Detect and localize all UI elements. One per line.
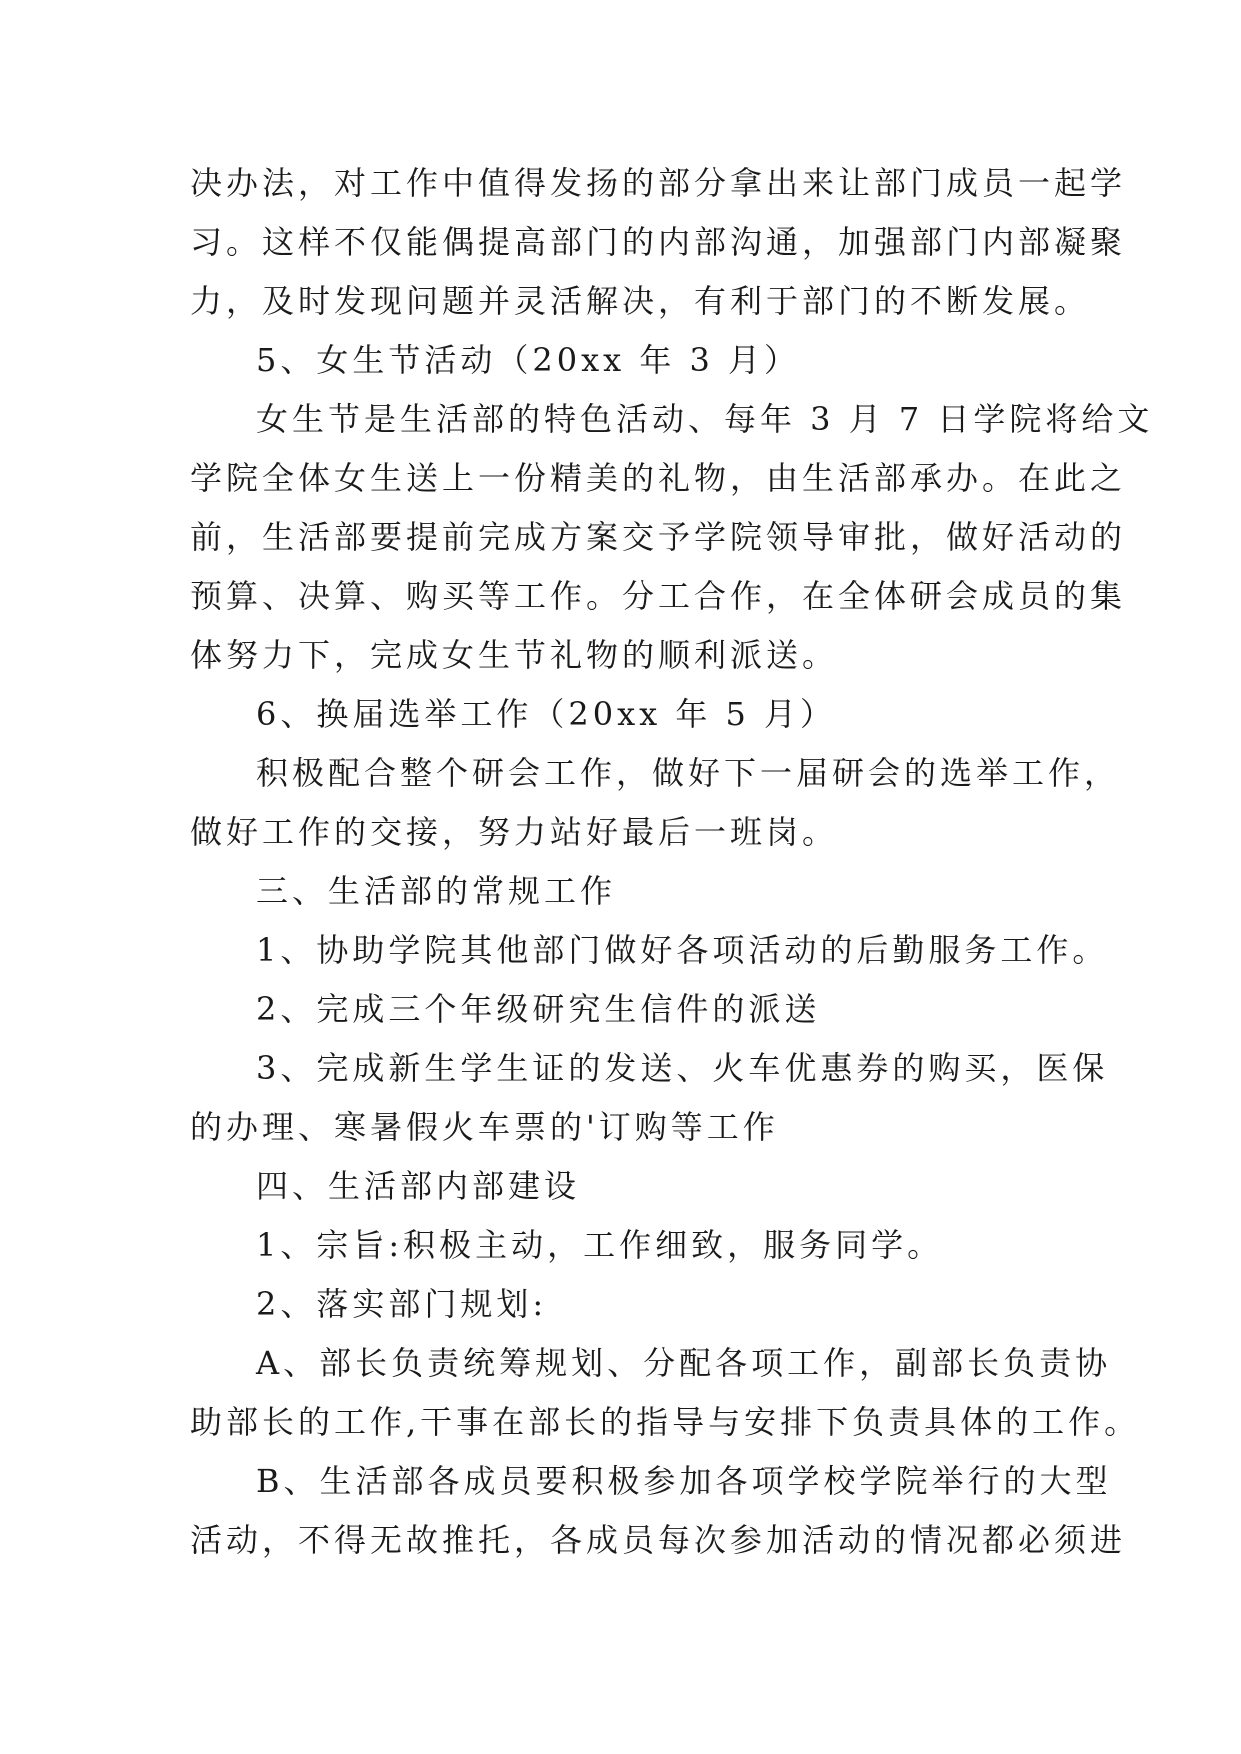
list-item: A、部长负责统筹规划、分配各项工作，副部长负责协 xyxy=(256,1344,1112,1382)
text-line: 活动，不得无故推托，各成员每次参加活动的情况都必须进 xyxy=(190,1521,1127,1559)
text-line: 的办理、寒暑假火车票的'订购等工作 xyxy=(190,1108,779,1146)
text-line: 积极配合整个研会工作，做好下一届研会的选举工作， xyxy=(256,754,1121,792)
list-item: 2、落实部门规划: xyxy=(256,1285,548,1323)
list-item: 1、协助学院其他部门做好各项活动的后勤服务工作。 xyxy=(256,931,1109,969)
section-heading-6: 6、换届选举工作（20xx 年 5 月） xyxy=(256,695,837,733)
section-heading-3: 三、生活部的常规工作 xyxy=(256,872,617,910)
text-line: 力，及时发现问题并灵活解决，有利于部门的不断发展。 xyxy=(190,282,1091,320)
text-line: 做好工作的交接，努力站好最后一班岗。 xyxy=(190,813,839,851)
section-heading-4: 四、生活部内部建设 xyxy=(256,1167,581,1205)
text-line: 体努力下，完成女生节礼物的顺利派送。 xyxy=(190,636,839,674)
list-item: 2、完成三个年级研究生信件的派送 xyxy=(256,990,821,1028)
text-line: 学院全体女生送上一份精美的礼物，由生活部承办。在此之 xyxy=(190,459,1127,497)
list-item: 1、宗旨:积极主动，工作细致，服务同学。 xyxy=(256,1226,944,1264)
text-line: 决办法，对工作中值得发扬的部分拿出来让部门成员一起学 xyxy=(190,164,1127,202)
text-line: 女生节是生活部的特色活动、每年 3 月 7 日学院将给文 xyxy=(256,400,1154,438)
text-line: 预算、决算、购买等工作。分工合作，在全体研会成员的集 xyxy=(190,577,1127,615)
list-item: B、生活部各成员要积极参加各项学校学院举行的大型 xyxy=(256,1462,1112,1500)
text-line: 前，生活部要提前完成方案交予学院领导审批，做好活动的 xyxy=(190,518,1127,556)
text-line: 习。这样不仅能偶提高部门的内部沟通，加强部门内部凝聚 xyxy=(190,223,1127,261)
text-line: 助部长的工作,干事在部长的指导与安排下负责具体的工作。 xyxy=(190,1403,1141,1441)
list-item: 3、完成新生学生证的发送、火车优惠券的购买，医保 xyxy=(256,1049,1109,1087)
section-heading-5: 5、女生节活动（20xx 年 3 月） xyxy=(256,341,801,379)
document-page xyxy=(190,154,1154,1570)
